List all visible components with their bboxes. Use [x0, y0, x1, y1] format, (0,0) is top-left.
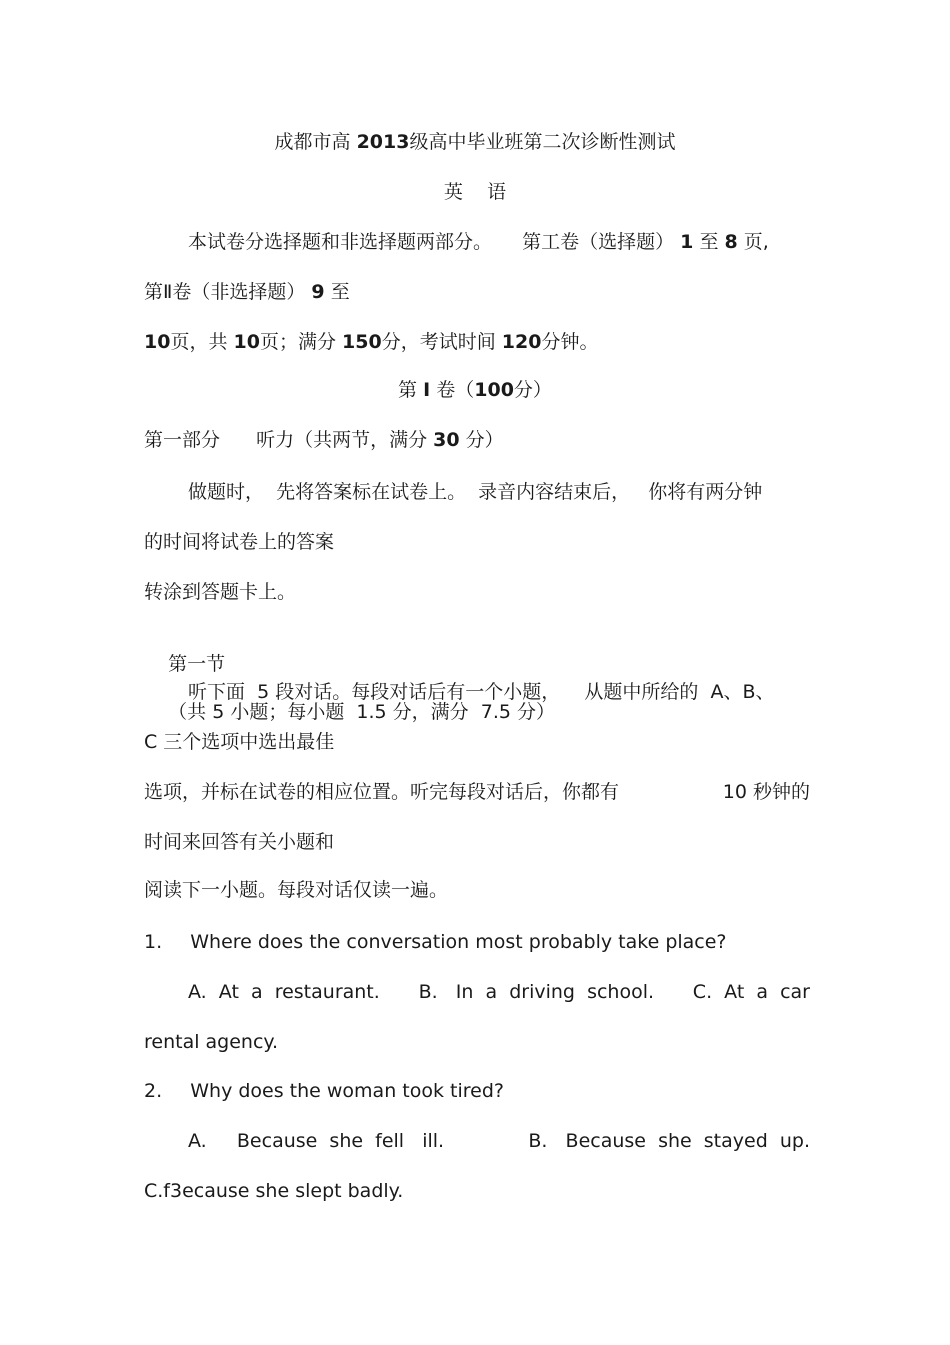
intro-text: 页，共: [170, 331, 228, 353]
part-text: 听力（共两节，满分: [256, 429, 428, 451]
intro-number: 8: [724, 231, 738, 253]
intro-line-1: [188, 230, 810, 254]
directions-line-2: C 三个选项中选出最佳: [144, 731, 335, 753]
option-b: B. Because she stayed up.: [528, 1130, 810, 1152]
question-text: Why does the woman took tired?: [190, 1080, 504, 1102]
question-2-stem: [144, 1079, 810, 1103]
directions-line-1: 听下面 5 段对话。每段对话后有一个小题， 从题中所给的 A、B、: [188, 681, 775, 703]
intro-text: 页,: [743, 231, 769, 253]
option-b: B. In a driving school.: [418, 981, 655, 1003]
question-1-option-c-cont: rental agency.: [144, 1031, 278, 1053]
intro-text: 第Ⅱ卷（非选择题）: [144, 281, 306, 303]
directions-text: 10 秒钟的: [722, 781, 810, 803]
question-text: Where does the conversation most probably take place?: [190, 931, 727, 953]
question-number: 1.: [144, 931, 163, 953]
part-text: 分）: [465, 429, 504, 451]
part-label: 第一部分: [144, 429, 221, 451]
question-number: 2.: [144, 1080, 163, 1102]
option-a: A. At a restaurant.: [188, 981, 380, 1003]
exam-title: [0, 130, 950, 154]
intro-line-3: [144, 330, 810, 354]
question-1-options: [188, 980, 810, 1004]
title-prefix: 成都市高: [274, 131, 351, 153]
intro-line-2: [144, 280, 810, 304]
directions-line-5: 阅读下一小题。每段对话仅读一遍。: [144, 879, 449, 901]
question-1-stem: [144, 930, 810, 954]
intro-text: 至: [330, 281, 350, 303]
part-score: 30: [433, 429, 460, 451]
directions-line-4: 时间来回答有关小题和: [144, 831, 335, 853]
question-2-options: [188, 1129, 810, 1153]
intro-number: 120: [501, 331, 542, 353]
part1-heading: [144, 428, 810, 452]
volume-text: 卷（: [436, 379, 475, 401]
intro-number: 1: [680, 231, 694, 253]
intro-text: 页；满分: [259, 331, 336, 353]
intro-number: 9: [311, 281, 325, 303]
title-year: 2013: [356, 131, 410, 153]
intro-text: 本试卷分选择题和非选择题两部分。: [188, 231, 493, 253]
question-2-option-c: C.f3ecause she slept badly.: [144, 1180, 404, 1202]
section-text: （共 5 小题；每小题 1.5 分，满分 7.5 分）: [168, 701, 556, 723]
volume-text: 分）: [513, 379, 552, 401]
intro-number: 10: [233, 331, 260, 353]
directions-text: 选项，并标在试卷的相应位置。听完每段对话后，你都有: [144, 781, 620, 803]
section-label: 第一节: [168, 653, 226, 675]
intro-text: 分钟。: [541, 331, 599, 353]
intro-text: 第工卷（选择题）: [522, 231, 675, 253]
instructions-line-1: 做题时， 先将答案标在试卷上。 录音内容结束后， 你将有两分钟: [188, 481, 763, 503]
intro-number: 10: [144, 331, 171, 353]
intro-text: 分，考试时间: [381, 331, 496, 353]
option-c: C. At a car: [692, 981, 810, 1003]
instructions-line-3: 转涂到答题卡上。: [144, 581, 297, 603]
title-suffix: 级高中毕业班第二次诊断性测试: [409, 131, 676, 153]
intro-number: 150: [342, 331, 382, 353]
volume-score: 100: [474, 379, 514, 401]
intro-text: 至: [699, 231, 719, 253]
volume-roman: I: [423, 379, 431, 401]
subject-heading: 英 语: [443, 181, 507, 203]
option-a: A. Because she fell ill.: [188, 1130, 445, 1152]
directions-line-3: [144, 780, 810, 804]
volume-text: 第: [398, 379, 418, 401]
volume-heading: [0, 378, 950, 402]
instructions-line-2: 的时间将试卷上的答案: [144, 531, 335, 553]
